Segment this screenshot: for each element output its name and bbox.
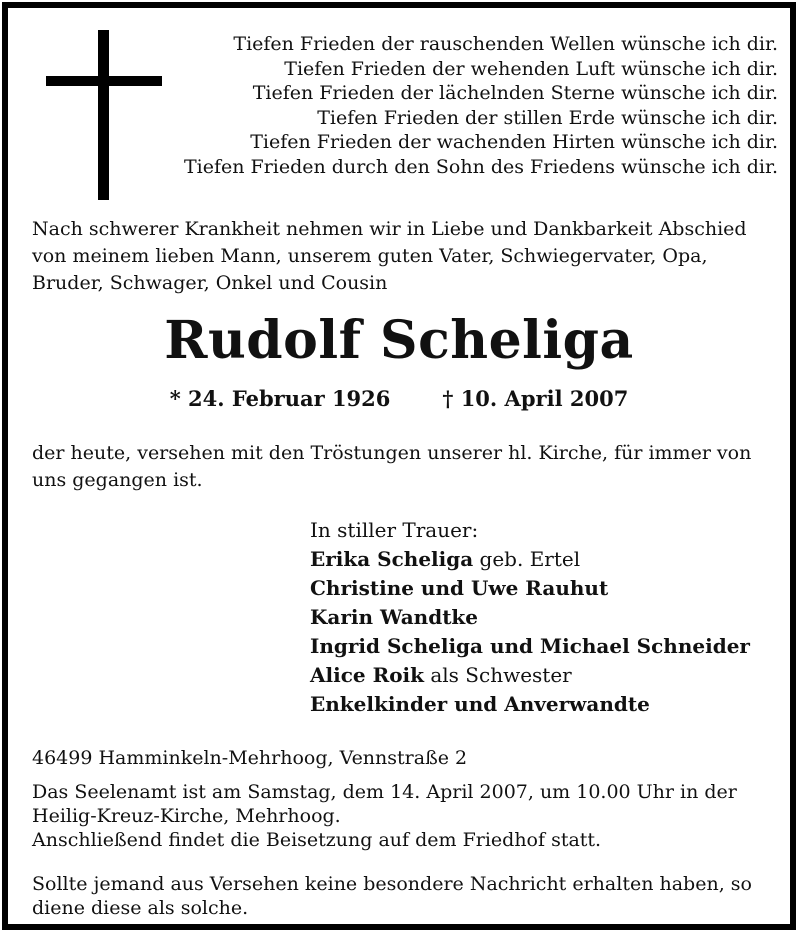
family-address: 46499 Hamminkeln-Mehrhoog, Vennstraße 2 <box>32 747 468 769</box>
mourner-entry <box>310 574 780 603</box>
intro-line: von meinem lieben Mann, unserem guten Vater, Schwiegervater, Opa, <box>32 245 708 267</box>
mourner-name: Ingrid Scheliga und Michael Schneider <box>310 634 750 658</box>
service-details <box>32 780 772 852</box>
note-line: Sollte jemand aus Versehen keine besondere Nachricht erhalten haben, so <box>32 873 752 895</box>
poem-line: Tiefen Frieden der wehenden Luft wünsche ich dir. <box>284 57 778 80</box>
passing-line: uns gegangen ist. <box>32 469 203 491</box>
mourner-entry <box>310 632 780 661</box>
poem-line: Tiefen Frieden durch den Sohn des Friedens wünsche ich dir. <box>183 155 778 178</box>
passing-paragraph <box>32 440 772 494</box>
poem-line: Tiefen Frieden der wachenden Hirten wünsche ich dir. <box>250 131 778 154</box>
intro-line: Bruder, Schwager, Onkel und Cousin <box>32 272 388 294</box>
mourner-relation: als Schwester <box>424 663 572 687</box>
mourner-name: Christine und Uwe Rauhut <box>310 576 609 600</box>
poem-line: Tiefen Frieden der lächelnden Sterne wünsche ich dir. <box>252 82 778 105</box>
death-date: † 10. April 2007 <box>442 386 629 411</box>
mourner-name: Karin Wandtke <box>310 605 479 629</box>
closing-note <box>32 872 772 920</box>
mourner-name: Erika Scheliga <box>310 547 474 571</box>
mourner-name: Enkelkinder und Anverwandte <box>310 692 650 716</box>
mourner-entry <box>310 603 780 632</box>
poem-line: Tiefen Frieden der stillen Erde wünsche ich dir. <box>317 106 778 129</box>
mourner-relation: geb. Ertel <box>473 547 581 571</box>
birth-date: * 24. Februar 1926 <box>169 386 391 411</box>
obituary-notice <box>2 2 796 930</box>
mourner-entry <box>310 661 780 690</box>
note-line: diene diese als solche. <box>32 897 249 919</box>
poem-block <box>138 32 778 180</box>
mourners-heading: In stiller Trauer: <box>310 518 479 542</box>
life-dates <box>8 386 790 411</box>
poem-line: Tiefen Frieden der rauschenden Wellen wünsche ich dir. <box>233 33 778 55</box>
mourner-entry <box>310 690 780 719</box>
passing-line: der heute, versehen mit den Tröstungen unserer hl. Kirche, für immer von <box>32 442 752 464</box>
service-line: Anschließend findet die Beisetzung auf dem Friedhof statt. <box>32 829 602 851</box>
mourners-list <box>310 516 780 719</box>
mourner-name: Alice Roik <box>310 663 424 687</box>
mourner-entry <box>310 545 780 574</box>
intro-paragraph <box>32 216 772 297</box>
service-line: Heilig-Kreuz-Kirche, Mehrhoog. <box>32 805 341 827</box>
intro-line: Nach schwerer Krankheit nehmen wir in Liebe und Dankbarkeit Abschied <box>32 218 747 240</box>
service-line: Das Seelenamt ist am Samstag, dem 14. April 2007, um 10.00 Uhr in der <box>32 781 737 803</box>
deceased-name: Rudolf Scheliga <box>164 310 634 371</box>
